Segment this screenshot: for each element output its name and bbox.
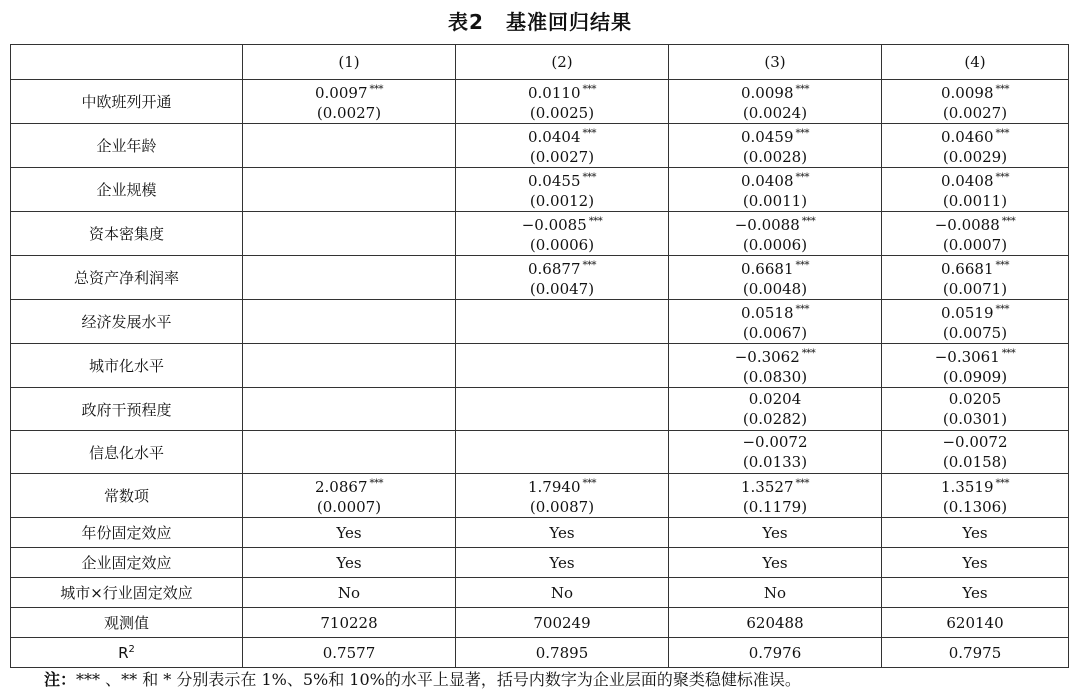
significance-stars: *** [1001,216,1016,227]
table-row [11,256,1069,300]
standard-error: (0.0027) [942,104,1008,122]
coefficient-value: 0.0098 [941,84,994,102]
coefficient-line [456,168,668,191]
coefficient-cell [243,431,456,474]
coefficient-line [882,389,1068,409]
significance-stars: *** [582,172,596,183]
note-lead: 注： [44,670,77,689]
standard-error: (0.1179) [742,498,808,516]
table-row [11,608,1069,638]
significance-stars: *** [801,216,816,227]
significance-stars: *** [795,128,809,139]
coefficient-value: −0.0088 [734,216,800,234]
coefficient-cell [456,256,669,300]
standard-error: (0.0087) [529,498,595,516]
standard-error: (0.0011) [742,192,808,210]
standard-error: (0.0909) [942,368,1008,386]
coefficient-cell [882,300,1069,344]
r-squared-superscript: 2 [128,643,135,655]
standard-error: (0.0067) [742,324,808,342]
table-row [11,474,1069,518]
coefficient-line [882,474,1068,497]
row-label: 信息化水平 [11,431,243,474]
standard-error: (0.0006) [529,236,595,254]
coefficient-line [669,474,881,497]
column-header: (3) [669,45,882,80]
standard-error: (0.0830) [742,368,808,386]
coefficient-line [882,212,1068,235]
table-row [11,344,1069,388]
coefficient-cell [243,256,456,300]
significance-stars: *** [582,84,596,95]
coefficient-value: 1.3519 [941,478,994,496]
standard-error: (0.0133) [742,453,808,471]
significance-stars: *** [582,260,596,271]
table-row [11,80,1069,124]
value-cell: Yes [669,518,882,548]
row-label [11,638,243,668]
standard-error: (0.0027) [529,148,595,166]
row-label: 城市化水平 [11,344,243,388]
coefficient-line [669,389,881,409]
r-squared-label: R [118,643,129,662]
coefficient-cell [882,388,1069,431]
standard-error: (0.0028) [742,148,808,166]
value-cell: Yes [882,578,1069,608]
coefficient-cell [882,474,1069,518]
significance-stars: *** [582,478,596,489]
coefficient-line [882,300,1068,323]
table-row [11,212,1069,256]
coefficient-cell [243,168,456,212]
coefficient-value: 0.6681 [941,260,994,278]
standard-error: (0.0071) [942,280,1008,298]
value-cell: No [243,578,456,608]
standard-error: (0.0075) [942,324,1008,342]
row-label: 经济发展水平 [11,300,243,344]
coefficient-line [456,80,668,103]
row-label: 年份固定效应 [11,518,243,548]
significance-stars: *** [795,260,809,271]
coefficient-value: 0.6681 [741,260,794,278]
header-row [11,45,1069,80]
significance-stars: *** [795,304,809,315]
significance-stars: *** [369,84,383,95]
row-label: 资本密集度 [11,212,243,256]
table-row [11,578,1069,608]
value-cell: 0.7895 [456,638,669,668]
standard-error: (0.0007) [316,498,382,516]
coefficient-cell [243,300,456,344]
coefficient-cell [243,124,456,168]
coefficient-cell [456,344,669,388]
row-label: 常数项 [11,474,243,518]
coefficient-cell [456,388,669,431]
coefficient-line [882,80,1068,103]
coefficient-value: 1.7940 [528,478,581,496]
coefficient-line [669,256,881,279]
row-label: 观测值 [11,608,243,638]
coefficient-cell [882,124,1069,168]
value-cell: Yes [882,548,1069,578]
coefficient-line [669,212,881,235]
coefficient-line [243,80,455,103]
coefficient-value: 0.0459 [741,128,794,146]
coefficient-cell [669,80,882,124]
standard-error: (0.1306) [942,498,1008,516]
table-note [44,667,801,690]
significance-stars: *** [588,216,603,227]
coefficient-cell [669,212,882,256]
coefficient-cell [669,168,882,212]
coefficient-line [456,124,668,147]
value-cell: Yes [243,548,456,578]
value-cell: Yes [456,548,669,578]
coefficient-cell [882,256,1069,300]
significance-stars: *** [995,172,1009,183]
coefficient-cell [882,431,1069,474]
significance-stars: *** [995,478,1009,489]
table-row [11,518,1069,548]
coefficient-value: 0.0460 [941,128,994,146]
standard-error: (0.0024) [742,104,808,122]
table-row [11,548,1069,578]
r-squared-row [11,638,1069,668]
coefficient-line [669,168,881,191]
coefficient-value: 0.0408 [741,172,794,190]
standard-error: (0.0047) [529,280,595,298]
coefficient-cell [669,124,882,168]
value-cell: 0.7975 [882,638,1069,668]
significance-stars: *** [795,84,809,95]
coefficient-cell [669,344,882,388]
coefficient-line [882,432,1068,452]
coefficient-value: 0.0404 [528,128,581,146]
coefficient-line [456,256,668,279]
standard-error: (0.0025) [529,104,595,122]
standard-error: (0.0011) [942,192,1008,210]
coefficient-cell [882,168,1069,212]
column-header: (1) [243,45,456,80]
coefficient-value: −0.0072 [942,433,1008,451]
column-header: (2) [456,45,669,80]
coefficient-cell [669,256,882,300]
coefficient-cell [669,474,882,518]
coefficient-value: 0.6877 [528,260,581,278]
standard-error: (0.0012) [529,192,595,210]
coefficient-value: 0.0205 [948,390,1002,408]
significance-stars: *** [995,304,1009,315]
table-row [11,124,1069,168]
row-label: 企业规模 [11,168,243,212]
coefficient-line [882,168,1068,191]
coefficient-value: 0.0097 [315,84,368,102]
coefficient-cell [456,300,669,344]
coefficient-line [882,256,1068,279]
coefficient-cell [456,212,669,256]
table-row [11,300,1069,344]
significance-stars: *** [995,260,1009,271]
standard-error: (0.0007) [942,236,1008,254]
coefficient-cell [243,212,456,256]
value-cell: Yes [882,518,1069,548]
coefficient-cell [882,344,1069,388]
value-cell: 620488 [669,608,882,638]
coefficient-value: 0.0519 [941,304,994,322]
coefficient-line [882,124,1068,147]
coefficient-line [669,344,881,367]
coefficient-line [669,80,881,103]
value-cell: 0.7976 [669,638,882,668]
coefficient-line [669,432,881,452]
standard-error: (0.0301) [942,410,1008,428]
coefficient-value: −0.3061 [934,348,1000,366]
standard-error: (0.0027) [316,104,382,122]
coefficient-value: 0.0110 [528,84,581,102]
significance-stars: *** [795,478,809,489]
table-row [11,388,1069,431]
value-cell: No [669,578,882,608]
regression-table [10,44,1069,668]
significance-stars: *** [1001,348,1016,359]
row-label: 企业固定效应 [11,548,243,578]
coefficient-value: −0.3062 [734,348,800,366]
standard-error: (0.0048) [742,280,808,298]
coefficient-value: 0.0455 [528,172,581,190]
significance-stars: *** [801,348,816,359]
standard-error: (0.0282) [742,410,808,428]
standard-error: (0.0158) [942,453,1008,471]
coefficient-cell [243,344,456,388]
coefficient-cell [669,431,882,474]
value-cell: No [456,578,669,608]
coefficient-cell [882,80,1069,124]
value-cell: 620140 [882,608,1069,638]
value-cell: 0.7577 [243,638,456,668]
coefficient-value: 0.0098 [741,84,794,102]
coefficient-line [669,300,881,323]
coefficient-value: −0.0072 [742,433,808,451]
value-cell: 710228 [243,608,456,638]
coefficient-value: 0.0518 [741,304,794,322]
significance-stars: *** [995,84,1009,95]
coefficient-cell [456,431,669,474]
coefficient-cell [243,80,456,124]
row-label: 政府干预程度 [11,388,243,431]
coefficient-cell [669,388,882,431]
value-cell: Yes [243,518,456,548]
value-cell: 700249 [456,608,669,638]
row-label: 企业年龄 [11,124,243,168]
table-caption: 基准回归结果 [505,10,632,34]
coefficient-line [456,212,668,235]
value-cell: Yes [456,518,669,548]
standard-error: (0.0029) [942,148,1008,166]
header-empty-cell [11,45,243,80]
coefficient-value: −0.0088 [934,216,1000,234]
coefficient-line [669,124,881,147]
column-header: (4) [882,45,1069,80]
coefficient-cell [243,388,456,431]
coefficient-value: 0.0408 [941,172,994,190]
table-row [11,168,1069,212]
coefficient-value: 2.0867 [315,478,368,496]
coefficient-value: 1.3527 [741,478,794,496]
standard-error: (0.0006) [742,236,808,254]
coefficient-cell [882,212,1069,256]
coefficient-cell [456,80,669,124]
coefficient-cell [243,474,456,518]
coefficient-cell [456,474,669,518]
coefficient-line [456,474,668,497]
row-label: 城市×行业固定效应 [11,578,243,608]
coefficient-line [243,474,455,497]
significance-stars: *** [795,172,809,183]
table-row [11,431,1069,474]
coefficient-cell [669,300,882,344]
coefficient-value: −0.0085 [521,216,587,234]
significance-stars: *** [582,128,596,139]
coefficient-cell [456,124,669,168]
table-number: 表2 [448,10,484,34]
coefficient-cell [456,168,669,212]
value-cell: Yes [669,548,882,578]
note-text: *** 、** 和 * 分别表示在 1%、5%和 10%的水平上显著，括号内数字为企业层面的聚类稳健标准误。 [76,670,801,689]
significance-stars: *** [369,478,383,489]
coefficient-line [882,344,1068,367]
coefficient-value: 0.0204 [748,390,802,408]
row-label: 总资产净利润率 [11,256,243,300]
table-title [0,6,1080,35]
significance-stars: *** [995,128,1009,139]
row-label: 中欧班列开通 [11,80,243,124]
